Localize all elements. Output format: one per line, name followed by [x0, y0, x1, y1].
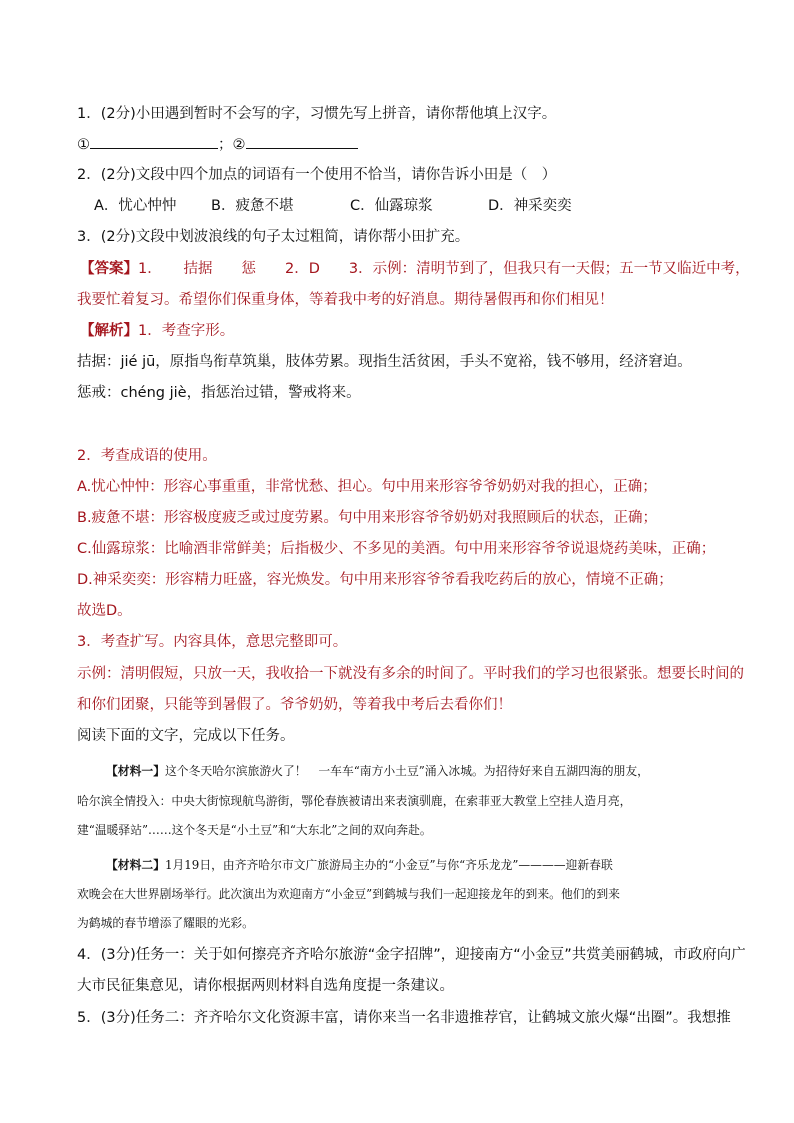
question-4-line-2: 大市民征集意见，请你根据两则材料自选角度提一条建议。 — [77, 978, 454, 994]
analysis-point-3: 3．考查扩写。内容具体，意思完整即可。 — [77, 634, 348, 650]
reading-intro: 阅读下面的文字，完成以下任务。 — [77, 728, 295, 744]
question-2: 2．(2分)文段中四个加点的词语有一个使用不恰当，请你告诉小田是（ ） — [77, 167, 557, 183]
material-2-line-3: 为鹤城的春节增添了耀眼的光彩。 — [77, 916, 254, 930]
blank-2-marker: ② — [232, 137, 246, 153]
blank-2-line — [246, 134, 358, 149]
analysis-option-c: C.仙露琼浆：比喻酒非常鲜美；后指极少、不多见的美酒。句中用来形容爷爷说退烧药美味，正确； — [77, 541, 716, 557]
option-a: A．忧心忡忡 — [94, 198, 177, 214]
material-1-line-1 — [106, 762, 649, 780]
material-1-text-1: 这个冬天哈尔滨旅游火了！ 一车车“南方小土豆”涌入冰城。为招待好来自五湖四海的朋友， — [165, 764, 649, 778]
question-1: 1．(2分)小田遇到暂时不会写的字，习惯先写上拼音，请你帮他填上汉字。 — [77, 106, 557, 122]
analysis-example-1: 示例：清明假短，只放一天，我收拾一下就没有多余的时间了。平时我们的学习也很紧张。想要长时间的 — [77, 666, 744, 682]
question-2-options — [94, 196, 572, 216]
material-1-line-2: 哈尔滨全情投入：中央大街惊现航鸟游街，鄂伦春族被请出来表演驯鹿，在索菲亚大教堂上空挂人造月亮， — [77, 794, 632, 808]
blank-1-marker: ① — [77, 137, 90, 153]
question-3: 3．(2分)文段中划波浪线的句子太过粗简，请你帮小田扩充。 — [77, 229, 470, 245]
analysis-jieju: 拮据：jié jū，原指鸟衔草筑巢，肢体劳累。现指生活贫困，手头不宽裕，钱不够用，经济窘迫。 — [77, 354, 692, 370]
material-2-line-1 — [106, 856, 613, 874]
analysis-tag: 【解析】 — [80, 323, 138, 339]
material-2-tag: 【材料二】 — [106, 858, 165, 872]
analysis-point-1: 1．考查字形。 — [138, 323, 235, 339]
answer-line-1 — [80, 259, 750, 279]
analysis-option-d: D.神采奕奕：形容精力旺盛，容光焕发。句中用来形容爷爷看我吃药后的放心，情境不正确； — [77, 572, 673, 588]
analysis-option-a: A.忧心忡忡：形容心事重重，非常忧愁、担心。句中用来形容爷爷奶奶对我的担心，正确； — [77, 479, 657, 495]
question-5-line-1: 5．(3分)任务二：齐齐哈尔文化资源丰富，请你来当一名非遗推荐官，让鹤城文旅火爆“出圈”。我想推 — [77, 1010, 731, 1026]
material-1-tag: 【材料一】 — [106, 764, 165, 778]
material-2-line-2: 欢晚会在大世界剧场举行。此次演出为欢迎南方“小金豆”到鹤城与我们一起迎接龙年的到来。他们的到来 — [77, 887, 620, 901]
answer-text-1: 1． 拮据 惩 2．D 3．示例：清明节到了，但我只有一天假；五一节又临近中考， — [138, 261, 750, 277]
blank-separator: ； — [218, 137, 233, 153]
analysis-example-2: 和你们团聚，只能等到暑假了。爷爷奶奶，等着我中考后去看你们！ — [77, 697, 512, 713]
material-2-text-1: 1月19日，由齐齐哈尔市文广旅游局主办的“小金豆”与你“齐乐龙龙”————迎新春联 — [165, 858, 613, 872]
analysis-conclusion: 故选D。 — [77, 603, 132, 619]
analysis-option-b: B.疲惫不堪：形容极度疲乏或过度劳累。句中用来形容爷爷奶奶对我照顾后的状态，正确； — [77, 510, 658, 526]
analysis-chengjie: 惩戒：chéng jiè，指惩治过错，警戒将来。 — [77, 385, 361, 401]
material-1-line-3: 建“温暖驿站”……这个冬天是“小土豆”和“大东北”之间的双向奔赴。 — [77, 823, 432, 837]
answer-line-2: 我要忙着复习。希望你们保重身体，等着我中考的好消息。期待暑假再和你们相见！ — [77, 292, 614, 308]
answer-tag: 【答案】 — [80, 261, 138, 277]
analysis-line-1 — [80, 321, 234, 341]
question-1-blanks — [77, 134, 358, 155]
option-b: B．疲惫不堪 — [211, 198, 294, 214]
option-c: C．仙露琼浆 — [350, 198, 433, 214]
analysis-point-2: 2．考查成语的使用。 — [77, 448, 217, 464]
question-4-line-1: 4．(3分)任务一：关于如何擦亮齐齐哈尔旅游“金字招牌”，迎接南方“小金豆”共赏美丽鹤城，市政府向广 — [77, 947, 746, 963]
option-d: D．神采奕奕 — [488, 198, 572, 214]
blank-1-line — [90, 134, 218, 149]
